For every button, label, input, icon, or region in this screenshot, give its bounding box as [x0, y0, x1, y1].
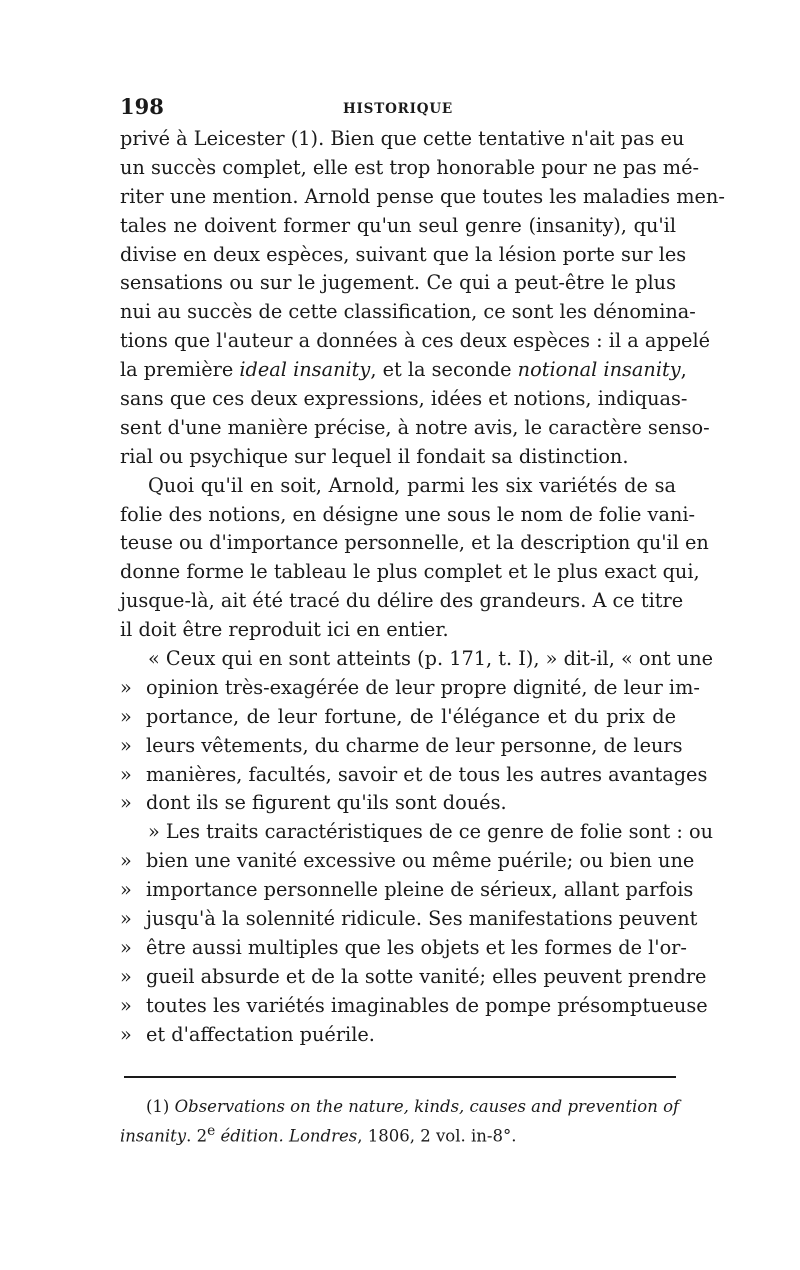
text-line: donne forme le tableau le plus complet et le plus exact qui,	[120, 560, 700, 584]
quote-mark: »	[120, 849, 132, 873]
quote-line	[120, 761, 708, 790]
text-run: ,	[680, 358, 687, 382]
quote-line: « Ceux qui en sont atteints (p. 171, t. I), » dit-il, « ont une	[148, 647, 714, 671]
footnote	[120, 1094, 680, 1146]
quote-text: portance, de leur fortune, de l'élégance et du prix de	[146, 704, 676, 728]
text-line: nui au succès de cette classification, ce sont les dénomina-	[120, 300, 696, 324]
text-line: riter une mention. Arnold pense que toutes les maladies men-	[120, 184, 725, 208]
quote-mark: »	[120, 762, 132, 786]
quote-mark: »	[120, 993, 132, 1017]
quote-mark: »	[120, 964, 132, 988]
footnote-separator	[124, 1076, 676, 1078]
text-line: sans que ces deux expressions, idées et notions, indiquas-	[120, 387, 688, 411]
text-line: rial ou psychique sur lequel il fondait sa distinction.	[120, 444, 629, 468]
quote-mark: »	[120, 733, 132, 757]
quote-line	[120, 789, 676, 818]
quote-text: leurs vêtements, du charme de leur personne, de leurs	[146, 733, 683, 757]
quote-line	[120, 674, 700, 703]
quote-text: toutes les variétés imaginables de pompe présomptueuse	[146, 993, 708, 1017]
text-line: un succès complet, elle est trop honorable pour ne pas mé-	[120, 155, 699, 179]
text-line-with-italics	[120, 356, 687, 385]
quote-text: et d'affectation puérile.	[146, 1022, 375, 1046]
quote-text: manières, facultés, savoir et de tous les autres avantages	[146, 762, 708, 786]
quote-line: » Les traits caractéristiques de ce genre de folie sont : ou	[148, 820, 714, 844]
text-line: tions que l'auteur a données à ces deux espèces : il a appelé	[120, 329, 711, 353]
quote-mark: »	[120, 675, 132, 699]
quote-line	[120, 963, 707, 992]
quote-text: dont ils se figurent qu'ils sont doués.	[146, 791, 507, 815]
running-title: HISTORIQUE	[343, 101, 453, 117]
body-text	[120, 125, 725, 1050]
quote-mark: »	[120, 878, 132, 902]
footnote-marker: (1)	[146, 1097, 175, 1116]
text-line: divise en deux espèces, suivant que la lésion porte sur les	[120, 242, 687, 266]
text-line: privé à Leicester (1). Bien que cette tentative n'ait pas eu	[120, 127, 685, 150]
footnote-superscript: e	[207, 1123, 216, 1139]
page-number: 198	[120, 94, 164, 119]
quote-mark: »	[120, 1022, 132, 1046]
quote-mark: »	[120, 907, 132, 931]
quote-text: être aussi multiples que les objets et les formes de l'or-	[146, 935, 687, 959]
italic-term-notional-insanity: notional insanity	[517, 358, 681, 382]
quote-text: bien une vanité excessive ou même puérile; ou bien une	[146, 849, 695, 873]
footnote-line	[120, 1094, 680, 1119]
quote-line	[120, 847, 695, 876]
quote-line	[120, 992, 708, 1021]
quote-text: gueil absurde et de la sotte vanité; elles peuvent prendre	[146, 964, 707, 988]
quote-line	[120, 1021, 676, 1050]
italic-term-ideal-insanity: ideal insanity	[239, 358, 371, 382]
footnote-text: . 2	[186, 1126, 208, 1146]
quote-line	[120, 732, 683, 761]
footnote-text: , 1806, 2 vol. in-8°.	[357, 1126, 517, 1146]
quote-mark: »	[120, 704, 132, 728]
footnote-title-end: insanity	[120, 1126, 187, 1146]
footnote-title: Observations on the nature, kinds, causes and prevention of	[174, 1097, 680, 1116]
text-line: jusque-là, ait été tracé du délire des grandeurs. A ce titre	[120, 589, 684, 613]
quote-line	[120, 905, 698, 934]
quote-mark: »	[120, 791, 132, 815]
text-run: , et la seconde	[370, 358, 518, 382]
text-line: sent d'une manière précise, à notre avis, le caractère senso-	[120, 415, 710, 439]
quote-line	[120, 934, 687, 963]
quote-line	[120, 876, 694, 905]
text-line: teuse ou d'importance personnelle, et la description qu'il en	[120, 531, 709, 555]
footnote-line	[120, 1119, 676, 1144]
text-line: Quoi qu'il en soit, Arnold, parmi les six variétés de sa	[148, 473, 676, 497]
text-line: il doit être reproduit ici en entier.	[120, 618, 449, 642]
text-line: tales ne doivent former qu'un seul genre (insanity), qu'il	[120, 213, 676, 237]
text-line: sensations ou sur le jugement. Ce qui a peut-être le plus	[120, 271, 676, 295]
footnote-edition: édition. Londres	[215, 1126, 358, 1146]
quote-text: opinion très-exagérée de leur propre dignité, de leur im-	[146, 675, 700, 699]
quote-text: jusqu'à la solennité ridicule. Ses manifestations peuvent	[146, 907, 698, 931]
quote-mark: »	[120, 935, 132, 959]
text-run: la première	[120, 358, 240, 382]
quote-line	[120, 703, 676, 732]
text-line: folie des notions, en désigne une sous le nom de folie vani-	[120, 502, 696, 526]
page-header	[120, 94, 676, 124]
quote-text: importance personnelle pleine de sérieux, allant parfois	[146, 878, 694, 902]
